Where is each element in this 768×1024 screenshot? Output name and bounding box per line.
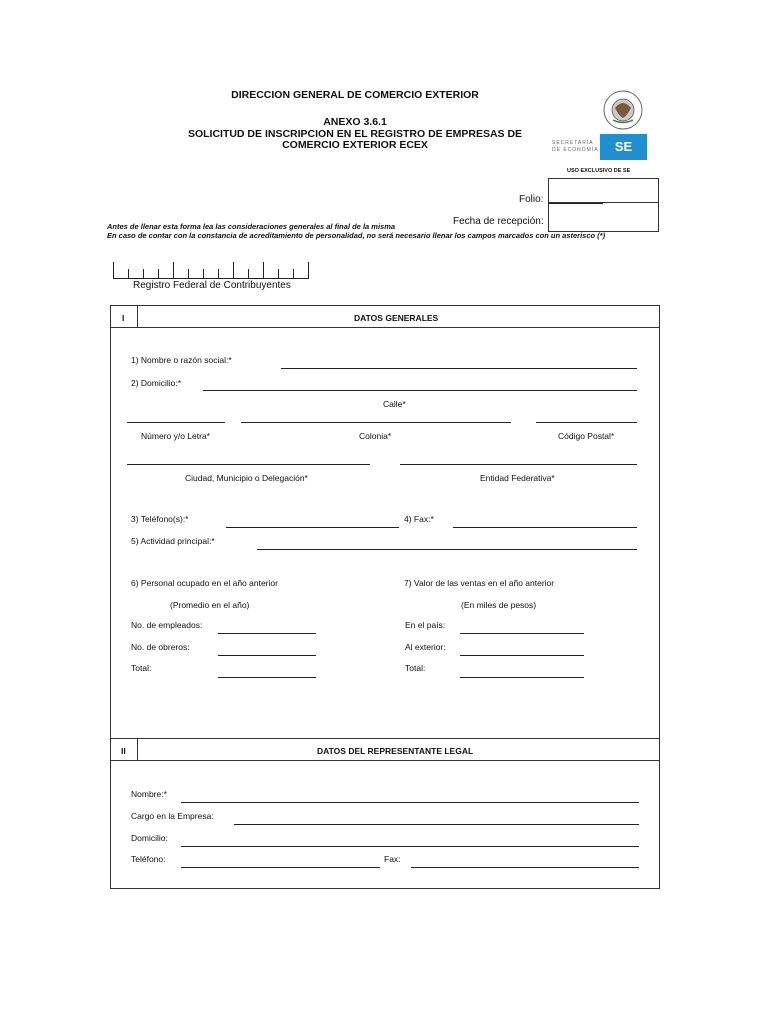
actividad-label: 5) Actividad principal:* (131, 536, 215, 546)
entidad-label: Entidad Federativa* (480, 473, 555, 483)
domicilio-label: 2) Domicilio:* (131, 378, 182, 388)
rep-telefono-input[interactable] (181, 855, 380, 867)
rep-domicilio-label: Domicilio: (131, 833, 168, 843)
colonia-line[interactable] (241, 422, 511, 423)
section-2-number: II (121, 746, 126, 756)
nombre-input[interactable] (281, 356, 637, 368)
rep-telefono-label: Teléfono: (131, 854, 166, 864)
fecha-recepcion-box[interactable] (548, 203, 659, 232)
fecha-recepcion-label: Fecha de recepción: (453, 216, 544, 227)
numero-line[interactable] (127, 422, 225, 423)
rep-fax-input[interactable] (411, 855, 639, 867)
total-personal-line[interactable] (218, 677, 316, 678)
calle-label: Calle* (383, 399, 406, 409)
mexico-emblem-icon (599, 88, 647, 132)
domicilio-input[interactable] (203, 378, 637, 390)
empleados-line[interactable] (218, 633, 316, 634)
obreros-label: No. de obreros: (131, 642, 190, 652)
pais-line[interactable] (460, 633, 584, 634)
rep-cargo-label: Cargo en la Empresa: (131, 811, 214, 821)
pais-label: En el país: (405, 620, 446, 630)
actividad-input[interactable] (257, 537, 637, 549)
rep-nombre-label: Nombre:* (131, 789, 167, 799)
ciudad-label: Ciudad, Municipio o Delegación* (185, 473, 308, 483)
note-asterisk: En caso de contar con la constancia de acreditamiento de personalidad, no será necesario llenar los campos marcados con un asterisco (*) (107, 231, 606, 240)
rep-cargo-input[interactable] (234, 812, 639, 824)
promedio-label: (Promedio en el año) (170, 600, 250, 610)
ciudad-line[interactable] (127, 464, 370, 465)
miles-label: (En miles de pesos) (461, 600, 537, 610)
se-logo (548, 88, 653, 163)
fax-input[interactable] (453, 515, 637, 527)
rep-nombre-input[interactable] (181, 790, 639, 802)
section-2-title: DATOS DEL REPRESENTANTE LEGAL (317, 746, 474, 756)
total-ventas-label: Total: (405, 663, 426, 673)
folio-box[interactable] (548, 178, 659, 203)
note-instructions: Antes de llenar esta forma lea las consideraciones generales al final de la misma (107, 222, 396, 231)
telefono-label: 3) Teléfono(s):* (131, 514, 189, 524)
cp-line[interactable] (536, 422, 637, 423)
rfc-label: Registro Federal de Contribuyentes (133, 280, 291, 291)
rep-fax-label: Fax: (384, 854, 401, 864)
exterior-line[interactable] (460, 655, 584, 656)
rfc-input-boxes[interactable] (113, 262, 310, 279)
annex-title: ANEXO 3.6.1 (323, 116, 387, 128)
colonia-label: Colonia* (359, 431, 392, 441)
agency-title: DIRECCION GENERAL DE COMERCIO EXTERIOR (231, 89, 479, 101)
empleados-label: No. de empleados: (131, 620, 203, 630)
obreros-line[interactable] (218, 655, 316, 656)
cp-label: Código Postal* (558, 431, 615, 441)
rep-domicilio-input[interactable] (181, 834, 639, 846)
form-title-line2: COMERCIO EXTERIOR ECEX (282, 139, 428, 151)
section-1-number: I (122, 313, 125, 323)
personal-label: 6) Personal ocupado en el año anterior (131, 578, 278, 588)
telefono-input[interactable] (226, 515, 399, 527)
ventas-label: 7) Valor de las ventas en el año anterior (404, 578, 555, 588)
numero-label: Número y/o Letra* (141, 431, 210, 441)
exterior-label: Al exterior: (405, 642, 446, 652)
total-ventas-line[interactable] (460, 677, 584, 678)
secretaria-text-2: DE ECONOMÍA (552, 147, 599, 153)
nombre-label: 1) Nombre o razón social:* (131, 355, 232, 365)
section-1-title: DATOS GENERALES (354, 313, 439, 323)
folio-label: Folio: (519, 194, 544, 205)
uso-exclusivo-label: USO EXCLUSIVO DE SE (567, 168, 631, 174)
se-badge: SE (600, 134, 647, 160)
secretaria-text-1: SECRETARÍA (552, 140, 594, 146)
total-personal-label: Total: (131, 663, 152, 673)
form-title-line1: SOLICITUD DE INSCRIPCION EN EL REGISTRO DE EMPRESAS DE (187, 128, 523, 140)
fax-label: 4) Fax:* (404, 514, 434, 524)
entidad-line[interactable] (400, 464, 637, 465)
